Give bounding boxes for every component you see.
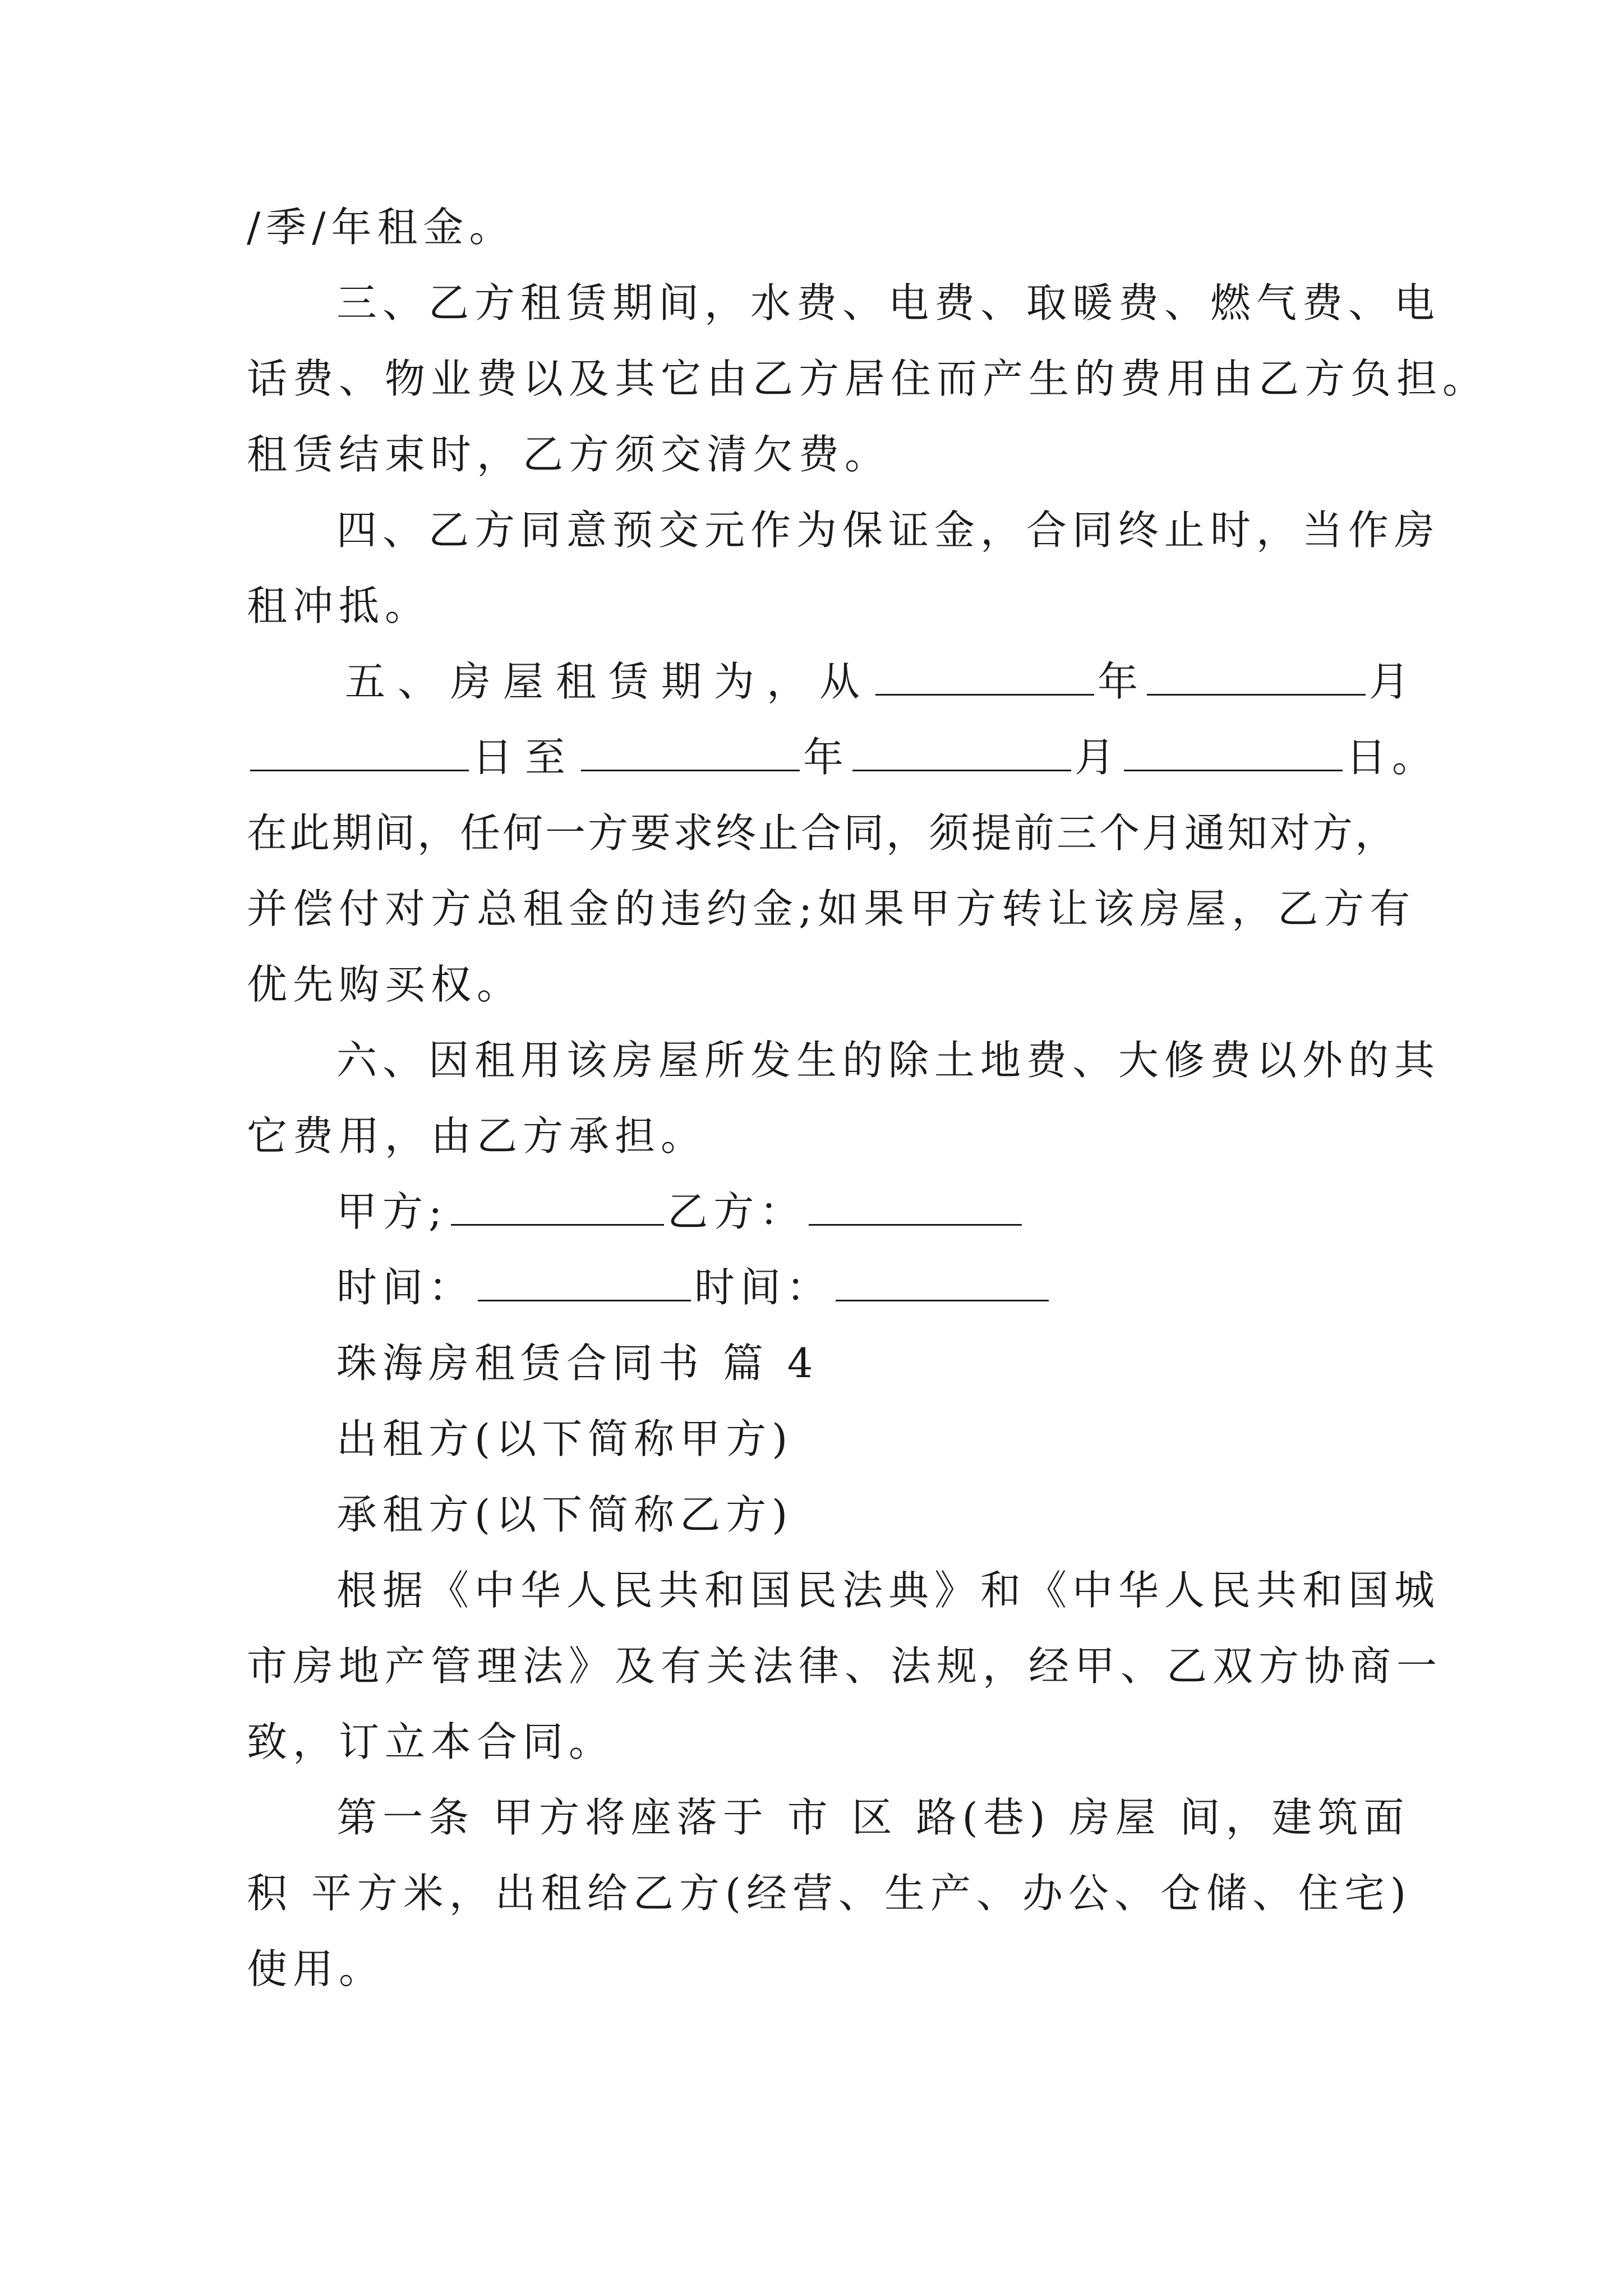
- party-a-blank[interactable]: [451, 1188, 664, 1226]
- clause-three-line-1: 三、乙方租赁期间，水费、电费、取暖费、燃气费、电: [336, 279, 1441, 326]
- clause-three-line-2: 话费、物业费以及其它由乙方居住而产生的费用由乙方负担。: [247, 355, 1489, 402]
- time-b-label: 时间：: [694, 1264, 833, 1311]
- preamble-line-1: 根据《中华人民共和国民法典》和《中华人民共和国城: [336, 1567, 1441, 1614]
- year-label: 年: [803, 734, 850, 781]
- start-year-blank[interactable]: [875, 658, 1094, 696]
- clause-five-line-3: 在此期间，任何一方要求终止合同，须提前三个月通知对方，: [247, 809, 1398, 857]
- month-label: 月: [1075, 734, 1121, 781]
- time-a-label: 时间：: [336, 1264, 475, 1311]
- end-month-blank[interactable]: [852, 734, 1071, 771]
- clause-four-line-1: 四、乙方同意预交元作为保证金，合同终止时，当作房: [336, 507, 1441, 554]
- time-b-blank[interactable]: [836, 1264, 1049, 1301]
- clause-five-line-1: [345, 656, 1415, 707]
- article-one-line-3: 使用。: [247, 1945, 385, 1993]
- end-day-blank[interactable]: [1124, 734, 1343, 771]
- end-year-blank[interactable]: [581, 734, 800, 771]
- text-line: /季/年租金。: [247, 204, 515, 251]
- year-label: 年: [1098, 658, 1144, 705]
- clause-six-line-1: 六、因租用该房屋所发生的除土地费、大修费以外的其: [336, 1037, 1441, 1084]
- article-one-line-1: 第一条 甲方将座落于 市 区 路(巷) 房屋 间，建筑面: [336, 1794, 1410, 1841]
- lessor-line: 出租方(以下简称甲方): [336, 1415, 794, 1462]
- clause-five-line-4: 并偿付对方总租金的违约金;如果甲方转让该房屋，乙方有: [247, 885, 1416, 932]
- lease-term-label: 五、房屋租赁期为，从: [345, 658, 873, 705]
- month-label: 月: [1369, 658, 1415, 705]
- clause-four-line-2: 租冲抵。: [247, 582, 431, 629]
- day-to-label: 日至: [472, 734, 578, 781]
- preamble-line-3: 致，订立本合同。: [247, 1718, 615, 1765]
- party-b-label: 乙方：: [667, 1188, 806, 1235]
- party-b-blank[interactable]: [809, 1188, 1022, 1226]
- signature-time-line: [336, 1262, 1052, 1313]
- clause-six-line-2: 它费用，由乙方承担。: [247, 1112, 707, 1159]
- clause-five-line-5: 优先购买权。: [247, 961, 523, 1008]
- lessee-line: 承租方(以下简称乙方): [336, 1491, 794, 1538]
- day-end-label: 日。: [1346, 734, 1438, 781]
- article-one-line-2: 积 平方米，出租给乙方(经营、生产、办公、仓储、住宅): [247, 1870, 1412, 1917]
- clause-five-line-2: [247, 732, 1438, 783]
- section-heading: 珠海房租赁合同书 篇 4: [336, 1340, 819, 1387]
- time-a-blank[interactable]: [478, 1264, 691, 1301]
- start-day-blank[interactable]: [250, 734, 469, 771]
- start-month-blank[interactable]: [1147, 658, 1366, 696]
- preamble-line-2: 市房地产管理法》及有关法律、法规，经甲、乙双方协商一: [247, 1642, 1443, 1690]
- party-a-label: 甲方;: [336, 1188, 448, 1235]
- signature-party-line: [336, 1186, 1025, 1237]
- clause-three-line-3: 租赁结束时，乙方须交清欠费。: [247, 431, 891, 478]
